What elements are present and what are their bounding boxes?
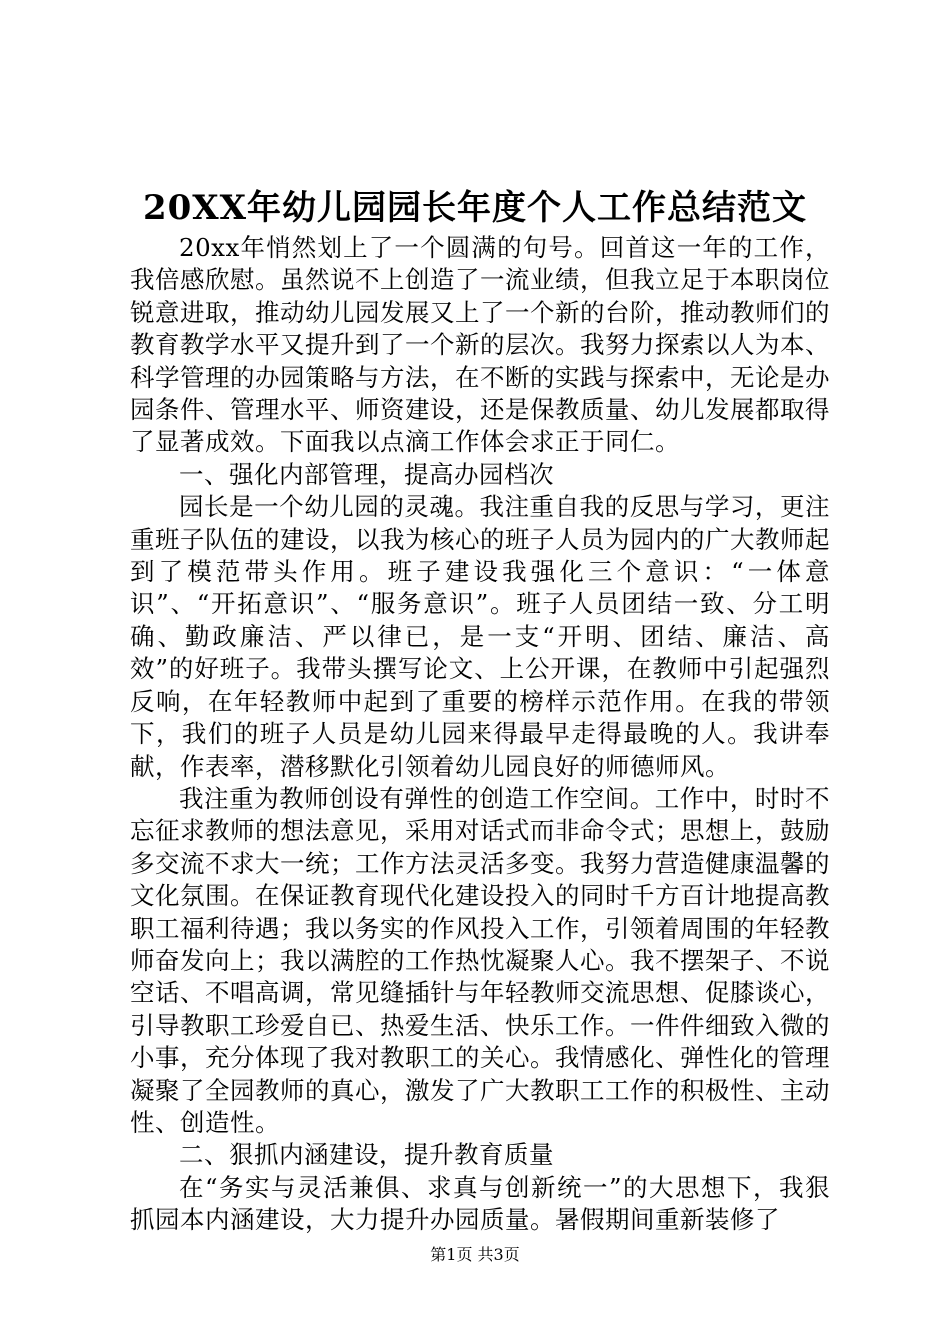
- section-heading-1: 一、强化内部管理，提高办园档次: [179, 459, 554, 489]
- section-1-paragraph-1: 园长是一个幼儿园的灵魂。我注重自我的反思与学习，更注重班子队伍的建设，以我为核心的班子人员为园内的广大教师起到了模范带头作用。班子建设我强化三个意识：“一体意识”、“开拓意识”、“服务意识”。班子人员团结一致、分工明确、勤政廉洁、严以律已，是一支“开明、团结、廉洁、高效”的好班子。我带头撰写论文、上公开课，在教师中引起强烈反响，在年轻教师中起到了重要的榜样示范作用。在我的带领下，我们的班子人员是幼儿园来得最早走得最晚的人。我讲奉献，作表率，潜移默化引领着幼儿园良好的师德师风。: [130, 492, 830, 781]
- document-title: 20XX年幼儿园园长年度个人工作总结范文: [142, 188, 808, 228]
- document-body: [130, 232, 830, 1237]
- intro-paragraph: 20xx年悄然划上了一个圆满的句号。回首这一年的工作，我倍感欣慰。虽然说不上创造了一流业绩，但我立足于本职岗位锐意进取，推动幼儿园发展又上了一个新的台阶，推动教师们的教育教学水平又提升到了一个新的层次。我努力探索以人为本、科学管理的办园策略与方法，在不断的实践与探索中，无论是办园条件、管理水平、师资建设，还是保教质量、幼儿发展都取得了显著成效。下面我以点滴工作体会求正于同仁。: [130, 233, 830, 457]
- section-heading-2: 二、狠抓内涵建设，提升教育质量: [179, 1140, 554, 1170]
- section-2-paragraph-1: 在“务实与灵活兼俱、求真与创新统一”的大思想下，我狠抓园本内涵建设，大力提升办园质量。暑假期间重新装修了: [130, 1172, 830, 1235]
- page-footer: 第1页 共3页: [430, 1245, 520, 1264]
- section-1-paragraph-2: 我注重为教师创设有弹性的创造工作空间。工作中，时时不忘征求教师的想法意见，采用对话式而非命令式；思想上，鼓励多交流不求大一统；工作方法灵活多变。我努力营造健康温馨的文化氛围。在保证教育现代化建设投入的同时千方百计地提高教职工福利待遇；我以务实的作风投入工作，引领着周围的年轻教师奋发向上；我以满腔的工作热忱凝聚人心。我不摆架子、不说空话、不唱高调，常见缝插针与年轻教师交流思想、促膝谈心，引导教职工珍爱自已、热爱生活、快乐工作。一件件细致入微的小事，充分体现了我对教职工的关心。我情感化、弹性化的管理凝聚了全园教师的真心，激发了广大教职工工作的积极性、主动性、创造性。: [130, 783, 830, 1137]
